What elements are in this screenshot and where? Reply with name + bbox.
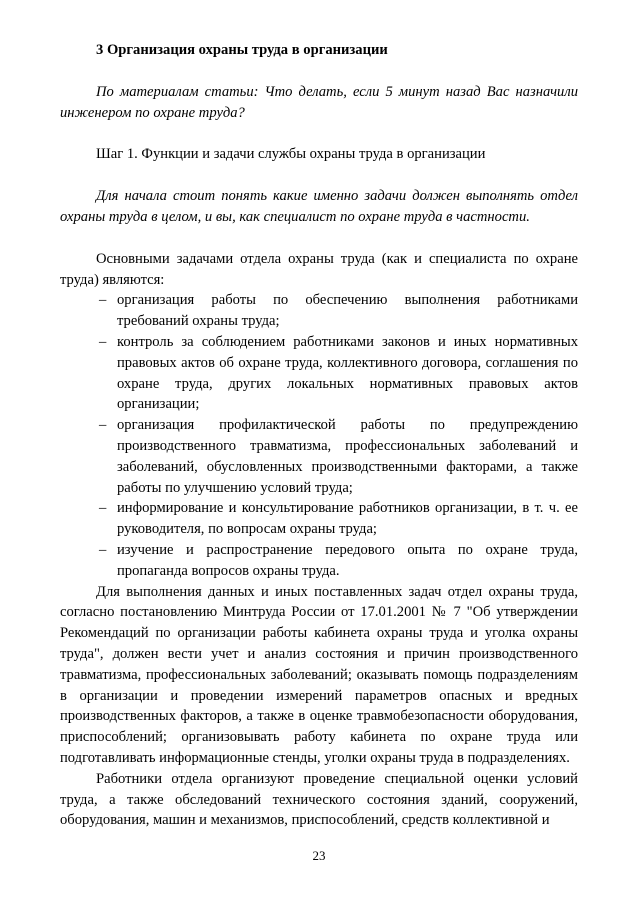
list-item-text: информирование и консультирование работников организации, в т. ч. ее руководителя, по вопросам охраны труда;: [117, 500, 578, 538]
dash-bullet: –: [99, 417, 107, 434]
dash-bullet: –: [99, 333, 107, 350]
page-number: 23: [312, 848, 326, 863]
intro-paragraph: Для начала стоит понять какие именно задачи должен выполнять отдел охраны труда в целом, и вы, как специалист по охране труда в частности.: [60, 188, 578, 225]
list-item-text: организация профилактической работы по предупреждению производственного травматизма, профессиональных заболеваний и заболеваний, обусловленных производственными факторами, а также работы по улучшению условий труда;: [117, 417, 578, 496]
step-title: Шаг 1. Функции и задачи службы охраны труда в организации: [96, 146, 486, 163]
source-note: По материалам статьи: Что делать, если 5 минут назад Вас назначили инженером по охране труда?: [60, 83, 578, 121]
list-item: [60, 415, 578, 498]
list-item: [60, 540, 578, 582]
section-heading: 3 Организация охраны труда в организации: [96, 42, 388, 58]
list-item: [60, 290, 578, 332]
dash-bullet: –: [99, 541, 107, 558]
document-page: [60, 40, 578, 831]
list-item: [60, 332, 578, 415]
workers-paragraph: Работники отдела организуют проведение специальной оценки условий труда, а также обследований технического состояния зданий, сооружений, оборудования, машин и механизмов, приспособлений, средств коллективной и: [60, 770, 578, 829]
tasks-intro-paragraph: Основными задачами отдела охраны труда (как и специалиста по охране труда) являются:: [60, 250, 578, 288]
dash-bullet: –: [99, 500, 107, 517]
list-item-text: организация работы по обеспечению выполнения работниками требований охраны труда;: [117, 292, 578, 330]
list-item: [60, 498, 578, 540]
list-item-text: контроль за соблюдением работниками законов и иных нормативных правовых актов об охране труда, коллективного договора, соглашения по охране труда, других локальных нормативных правовых актов организации;: [117, 333, 578, 413]
list-item-text: изучение и распространение передового опыта по охране труда, пропаганда вопросов охраны труда.: [117, 541, 578, 579]
tasks-list: [60, 290, 578, 581]
dash-bullet: –: [99, 292, 107, 309]
duties-paragraph: Для выполнения данных и иных поставленных задач отдел охраны труда, согласно постановлению Минтруда России от 17.01.2001 № 7 "Об утверждении Рекомендаций по организации работы кабинета охраны труда и уголка охраны труда", должен вести учет и анализ состояния и причин производственного травматизма, профессиональных заболеваний; оказывать помощь подразделениям в организации и проведении измерений параметров опасных и вредных производственных факторов, а также в оценке травмобезопасности оборудования, приспособлений; организовывать работу кабинета по охране труда или подготавливать информационные стенды, уголки охраны труда в подразделениях.: [60, 583, 578, 766]
